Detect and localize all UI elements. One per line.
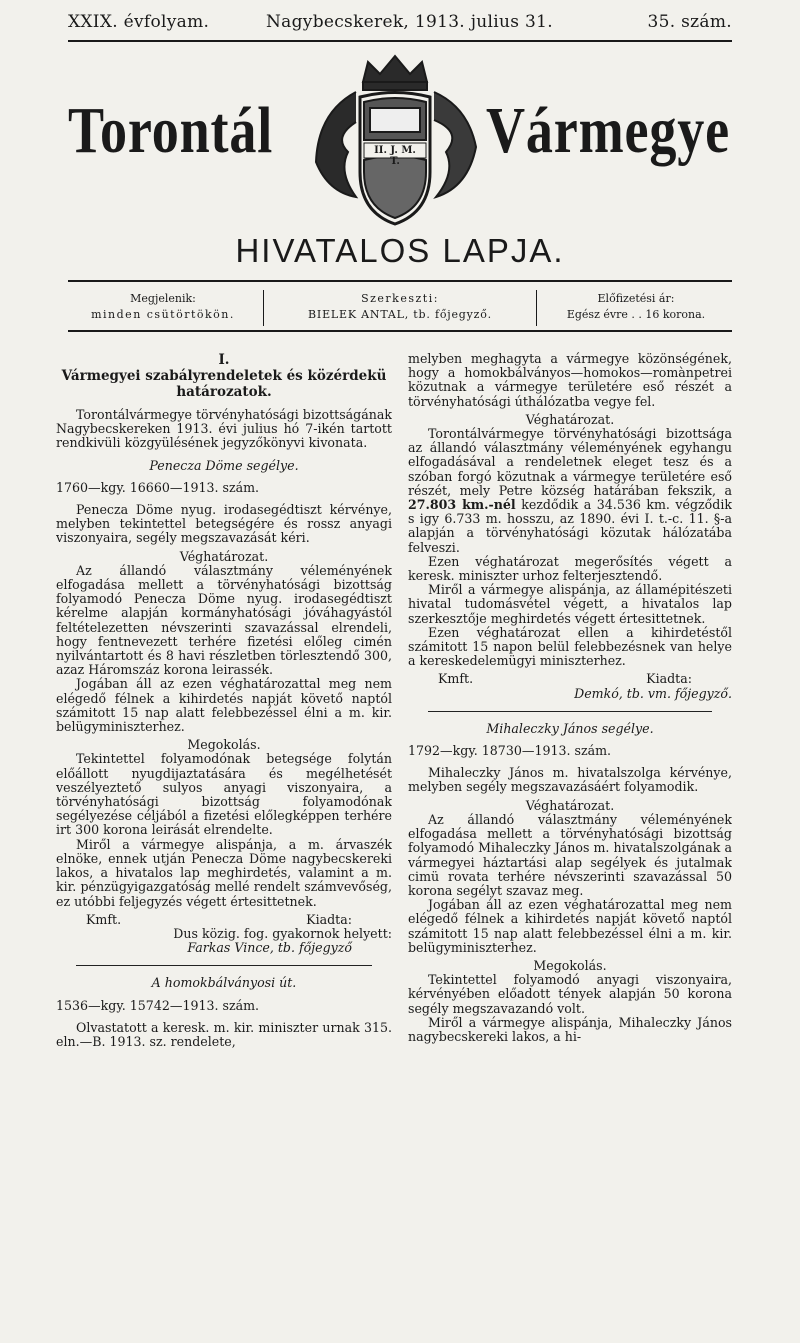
article-reference: 1792—kgy. 18730—1913. szám. xyxy=(408,743,612,759)
article-title: A homokbálványosi út. xyxy=(151,975,297,991)
paragraph: Miről a vármegye alispánja, az államépitészeti hivatal tudomásvétel végett, a hivatalos lap szerkesztője meghirdetés végett értesittetnek. xyxy=(408,582,732,626)
heading: Véghatározat. xyxy=(525,411,615,427)
paragraph: Ezen véghatározat ellen a kihirdetéstől számitott 15 napon belül felebbezésnek van helye a kereskedelemügyi miniszterhez. xyxy=(408,624,732,669)
paragraph: Olvastatott a keresk. m. kir. miniszter urnak 315. eln.—B. 1913. sz. rendelete, xyxy=(56,1019,392,1049)
price-info xyxy=(540,291,732,325)
kiadta: Kiadta: xyxy=(646,671,692,687)
kiadta: Kiadta: xyxy=(306,911,352,927)
editor-info xyxy=(268,291,532,325)
paragraph: Tekintettel folyamodónak betegsége folytán előállott nyugdijaztatására és megélhetését veszélyeztető sulyos anyagi viszonyaira, a törvényhatósági bizottság folyamodónak segélyezése céljából a fizetési előlegképpen terhére irt 300 korona leirását elrendelte. xyxy=(56,751,392,838)
paragraph: Az állandó választmány véleményének elfogadása mellett a törvényhatósági bizottság folyamodó Mihaleczky János m. hivatalszolgának a vármegyei háztartási alap segélyek és jutalmak cimü rovata terhére névszerinti szavazással 50 korona segélyt szavaz meg. xyxy=(408,811,732,898)
heading: Véghatározat. xyxy=(525,797,615,813)
issue-number: 35. szám. xyxy=(647,12,732,32)
signer xyxy=(56,941,392,955)
signature-row xyxy=(408,672,732,686)
paragraph: Jogában áll az ezen véghatározattal meg nem elégedő félnek a kihirdetés napját követő naptól számitott 15 nap alatt felebbezéssel élni a m. kir. belügyminiszterhez. xyxy=(56,676,392,735)
kmft: Kmft. xyxy=(438,671,474,687)
title-right: Vármegye xyxy=(486,94,730,167)
price-label: Előfizetési ár: xyxy=(597,292,675,305)
paragraph: Ezen véghatározat megerősítés végett a keresk. miniszter urhoz felterjesztendő. xyxy=(408,553,732,584)
editor-value: BIELEK ANTAL, tb. főjegyző. xyxy=(308,308,492,321)
coat-of-arms-icon xyxy=(308,52,482,230)
separator xyxy=(428,711,712,712)
crest-label: II. J. M. T. xyxy=(374,145,416,167)
top-rule xyxy=(68,40,732,42)
price-value: Egész évre . . 16 korona. xyxy=(566,308,706,321)
paragraph: melyben meghagyta a vármegye közönségének, hogy a homokbálványos—homokos—romànpetrei közutnak a vármegye területére eső részét a törvényhatósági úthálózatba vegye fel. xyxy=(408,352,732,409)
section-title: Vármegyei szabályrendeletek és közérdekü határozatok. xyxy=(61,368,387,400)
signer-name: Demkó, tb. vm. főjegyző. xyxy=(574,685,732,701)
editor-label: Szerkeszti: xyxy=(361,292,439,305)
right-column xyxy=(408,352,732,1337)
paragraph-text: Torontálvármegye törvényhatósági bizottsága az állandó választmány véleményének egyhangu elfogadásával a rendeletnek eleget tesz és a szóban forgó közutnak a vármegye területére eső részét, mely Petre község határában fekszik, a xyxy=(408,426,732,498)
article-reference: 1536—kgy. 15742—1913. szám. xyxy=(56,997,260,1013)
title-left: Torontál xyxy=(68,94,274,167)
signature-row xyxy=(56,913,392,927)
mast-rule-top xyxy=(68,280,732,282)
publication-info xyxy=(68,291,258,325)
article-title: Penecza Döme segélye. xyxy=(149,457,299,473)
heading: Véghatározat. xyxy=(179,548,269,564)
mast-divider xyxy=(263,290,264,326)
heading: Megokolás. xyxy=(533,957,607,973)
paragraph: Az állandó választmány véleményének elfogadása mellett a törvényhatósági bizottság folyamodó Penecza Döme nyug. irodasegédtiszt kérelme alapján kormányhatósági jóváhagyástól feltételezetten névszerinti szavazással elrendeli, hogy fentnevezett terhére fizetési előleg cimén nyilvántartott és 8 havi részletben törlesztendő 300, azaz Háromszáz korona leirassék. xyxy=(56,562,392,678)
paragraph-text: kezdődik a 34.536 km. végződik s igy 6.733 m. hosszu, az 1890. évi I. t.-c. 11. §-a alapján a törvényhatósági közutak hálózatába felveszi. xyxy=(408,497,732,555)
paragraph: Tekintettel folyamodó anyagi viszonyaira, kérvényében előadott tények alapján 50 korona segély megszavazandó volt. xyxy=(408,972,732,1016)
mast-divider-2 xyxy=(536,290,537,326)
paragraph: Miről a vármegye alispánja, Mihaleczky János nagybecskereki lakos, a hi- xyxy=(408,1014,732,1044)
km-value: 27.803 km.-nél xyxy=(408,497,516,513)
paragraph: Mihaleczky János m. hivatalszolga kérvénye, melyben segély megszavazásáért folyamodik. xyxy=(408,765,732,795)
heading: Megokolás. xyxy=(187,737,261,753)
section-number: I. xyxy=(218,352,230,368)
intro-paragraph: Torontálvármegye törvényhatósági bizottságának Nagybecskereken 1913. évi julius hó 7-ikén tartott rendkivüli közgyülésének jegyzőkönyvi kivonata. xyxy=(56,407,392,451)
paragraph: Jogában áll az ezen véghatározattal meg nem elégedő félnek a kihirdetés napját követő naptól számitott 15 nap alatt felebbezéssel élni a m. kir. belügyminiszterhez. xyxy=(408,897,732,955)
article-reference: 1760—kgy. 16660—1913. szám. xyxy=(56,479,260,495)
article-title: Mihaleczky János segélye. xyxy=(486,720,654,736)
place-date: Nagybecskerek, 1913. julius 31. xyxy=(266,12,553,32)
paragraph: Miről a vármegye alispánja, a m. árvaszék elnöke, ennek utján Penecza Döme nagybecskereki lakos, a hivatalos lap meghirdetés, valamint a m. kir. pénzügyigazgatóság mellé rendelt számvevőség, ez utóbbi feljegyzés végett értesittetnek. xyxy=(56,836,392,909)
signer-line: Dus közig. fog. gyakornok helyett: xyxy=(173,925,392,941)
pub-label: Megjelenik: xyxy=(130,292,196,305)
kmft: Kmft. xyxy=(86,911,122,927)
separator xyxy=(76,965,372,966)
signer-name: Farkas Vince, tb. főjegyző xyxy=(187,940,352,956)
paragraph: Penecza Döme nyug. irodasegédtiszt kérvénye, melyben tekintettel betegségére és rossz anyagi viszonyaira, segély megszavazását kéri. xyxy=(56,502,392,546)
subtitle: HIVATALOS LAPJA. xyxy=(235,232,565,269)
pub-value: minden csütörtökön. xyxy=(91,308,235,321)
top-header xyxy=(68,12,732,34)
volume: XXIX. évfolyam. xyxy=(68,12,210,32)
left-column xyxy=(56,352,392,1337)
coat-of-arms xyxy=(308,52,482,230)
paragraph xyxy=(408,427,732,555)
mast-rule-bottom xyxy=(68,330,732,332)
